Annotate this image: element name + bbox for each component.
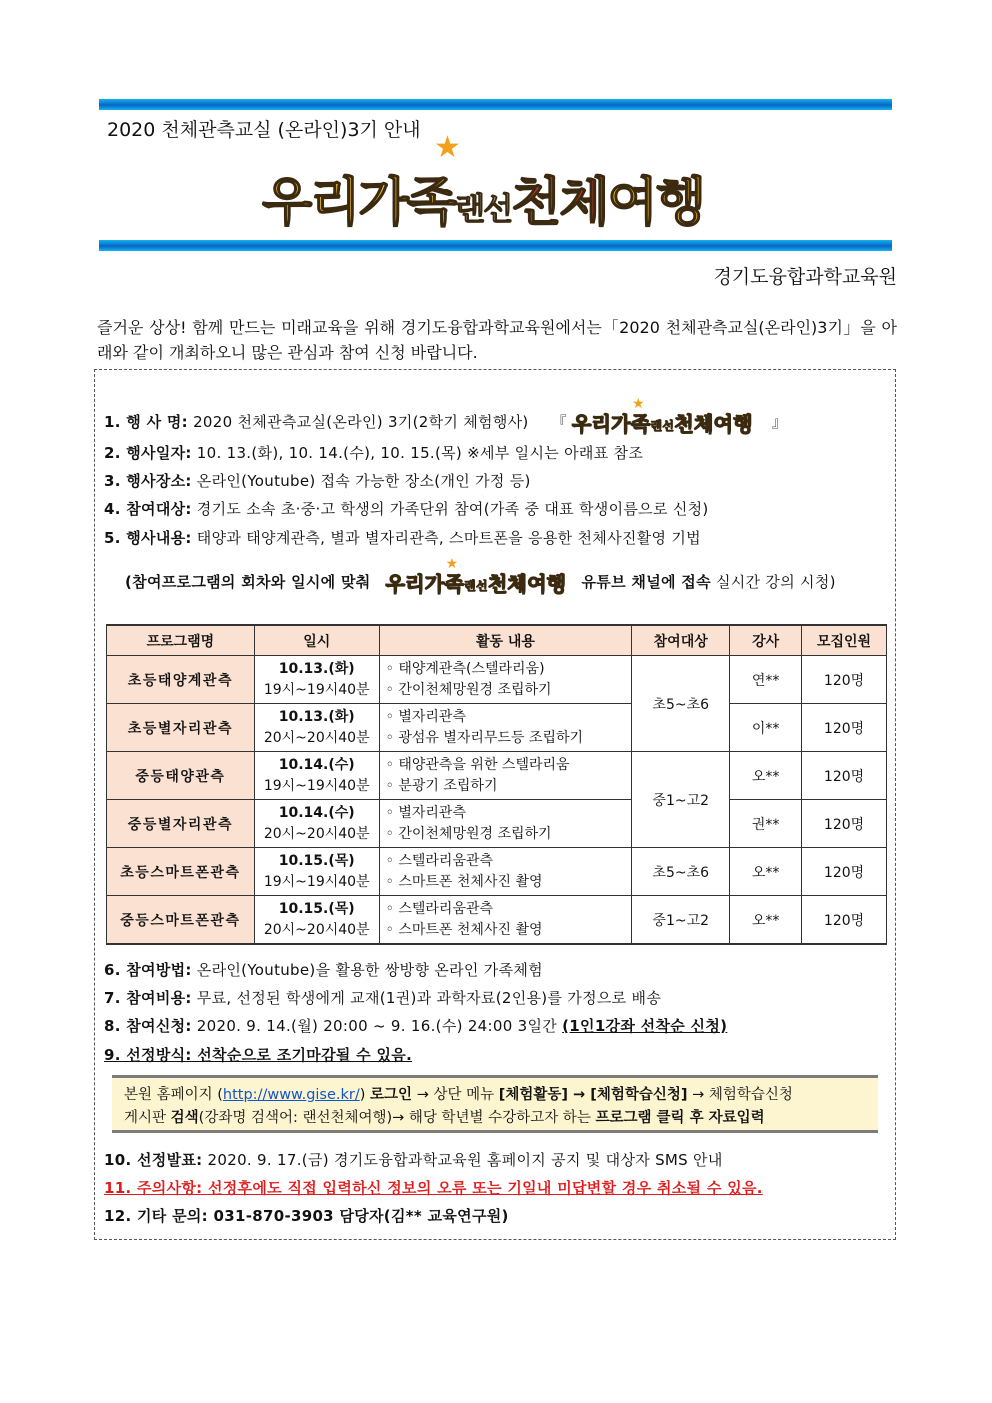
star-icon: ★ xyxy=(434,130,459,165)
item-event-content: 5. 행사내용: 태양과 태양계관측, 별과 별자리관측, 스마트폰을 응용한 천체사진활영 기법 xyxy=(104,529,701,547)
column-header: 일시 xyxy=(254,625,379,656)
table-row: 중등스마트폰관측 10.15.(목) 20시~20시40분 ◦ 스텔라리움관측 ◦ 스마트폰 천체사진 촬영 중1~고2 오** 120명 xyxy=(107,896,887,945)
item-caution: 11. 주의사항: 선정후에도 직접 입력하신 정보의 오류 또는 기일내 미답변할 경우 취소될 수 있음. xyxy=(104,1179,763,1197)
table-row: 중등별자리관측 10.14.(수) 20시~20시40분 ◦ 별자리관측 ◦ 간이천체망원경 조립하기 권** 120명 xyxy=(107,800,887,848)
program-note: (참여프로그램의 회차와 일시에 맞춰 ★ 우리가족랜선천체여행 유튜브 채널에 접속 실시간 강의 시청) xyxy=(125,556,836,596)
column-header: 활동 내용 xyxy=(379,625,632,656)
target-cell: 초5~초6 xyxy=(632,656,730,752)
item-method: 6. 참여방법: 온라인(Youtube)을 활용한 쌍방향 온라인 가족체험 xyxy=(104,961,543,979)
column-header: 강사 xyxy=(730,625,802,656)
target-cell: 중1~고2 xyxy=(632,896,730,945)
item-cost: 7. 참여비용: 무료, 선정된 학생에게 교재(1권)과 과학자료(2인용)를 가정으로 배송 xyxy=(104,989,662,1007)
item-contact: 12. 기타 문의: 031-870-3903 담당자(김** 교육연구원) xyxy=(104,1207,509,1225)
application-guide: 본원 홈페이지 (http://www.gise.kr/) 로그인 → 상단 메뉴 [체험활동] → [체험학습신청] → 체험학습신청 게시판 검색(강좌명 검색어: 랜선천체여행)→ 해당 학년별 수강하고자 하는 프로그램 클릭 후 자료입력 xyxy=(112,1075,878,1133)
event-logo-small: ★ 우리가족랜선천체여행 xyxy=(572,396,753,436)
column-header: 프로그램명 xyxy=(107,625,255,656)
item-participants: 4. 참여대상: 경기도 소속 초·중·고 학생의 가족단위 참여(가족 중 대표 학생이름으로 신청) xyxy=(104,500,709,518)
header-top-bar xyxy=(99,99,892,110)
organization-name: 경기도융합과학교육원 xyxy=(713,266,897,288)
table-row: 초등스마트폰관측 10.15.(목) 19시~19시40분 ◦ 스텔라리움관측 ◦ 스마트폰 천체사진 촬영 초5~초6 오** 120명 xyxy=(107,848,887,896)
intro-paragraph: 즐거운 상상! 함께 만드는 미래교육을 위해 경기도융합과학교육원에서는「2020 천체관측교실(온라인)3기」을 아래와 같이 개최하오니 많은 관심과 참여 신청 바랍니다. xyxy=(97,318,897,362)
homepage-link[interactable]: http://www.gise.kr/ xyxy=(222,1087,360,1103)
program-table xyxy=(106,624,887,945)
target-cell: 중1~고2 xyxy=(632,752,730,848)
star-icon: ★ xyxy=(445,556,459,572)
event-logo: ★ 우리가족랜선천체여행 xyxy=(262,130,705,233)
table-row: 초등태양계관측 10.13.(화) 19시~19시40분 ◦ 태양계관측(스텔라리움) ◦ 간이천체망원경 조립하기 초5~초6 연** 120명 xyxy=(107,656,887,704)
header-bottom-bar xyxy=(99,240,892,251)
item-announcement: 10. 선정발표: 2020. 9. 17.(금) 경기도융합과학교육원 홈페이지 공지 및 대상자 SMS 안내 xyxy=(104,1151,723,1169)
item-application: 8. 참여신청: 2020. 9. 14.(월) 20:00 ~ 9. 16.(수) 24:00 3일간 (1인1강좌 선착순 신청) xyxy=(104,1017,728,1035)
table-row: 중등태양관측 10.14.(수) 19시~19시40분 ◦ 태양관측을 위한 스텔라리움 ◦ 분광기 조립하기 중1~고2 오** 120명 xyxy=(107,752,887,800)
column-header: 참여대상 xyxy=(632,625,730,656)
item-selection: 9. 선정방식: 선착순으로 조기마감될 수 있음. xyxy=(104,1046,413,1064)
event-logo-small: ★ 우리가족랜선천체여행 xyxy=(385,556,567,596)
star-icon: ★ xyxy=(632,396,645,412)
item-event-date: 2. 행사일자: 10. 13.(화), 10. 14.(수), 10. 15.(목) ※세부 일시는 아래표 참조 xyxy=(104,444,644,462)
document-title: 2020 천체관측교실 (온라인)3기 안내 xyxy=(107,119,421,141)
table-row: 초등별자리관측 10.13.(화) 20시~20시40분 ◦ 별자리관측 ◦ 광섬유 별자리무드등 조립하기 이** 120명 xyxy=(107,704,887,752)
item-event-place: 3. 행사장소: 온라인(Youtube) 접속 가능한 장소(개인 가정 등) xyxy=(104,472,531,490)
column-header: 모집인원 xyxy=(802,625,887,656)
target-cell: 초5~초6 xyxy=(632,848,730,896)
item-event-name: 1. 행 사 명: 2020 천체관측교실(온라인) 3기(2학기 체험행사) 『 ★ 우리가족랜선천체여행 』 xyxy=(104,396,788,436)
